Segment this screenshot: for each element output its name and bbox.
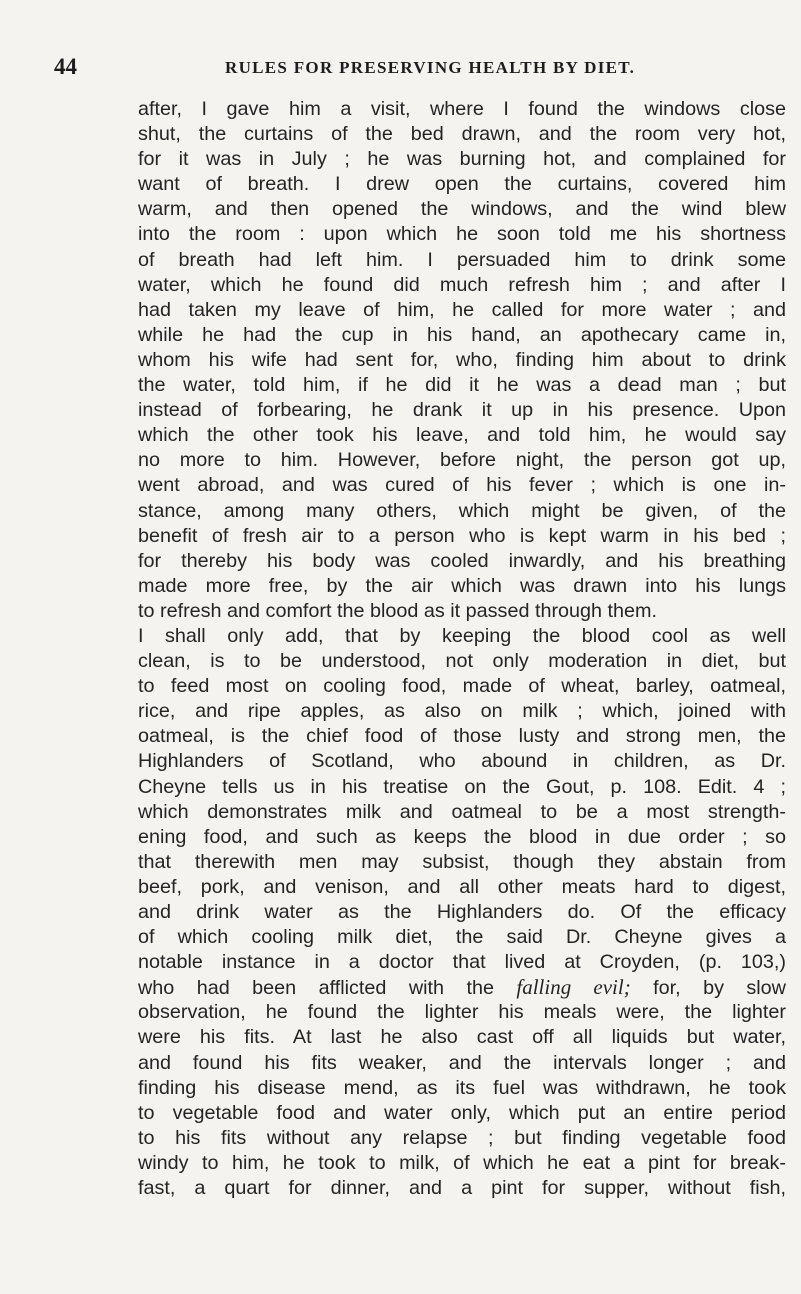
- body-text: [138, 97, 786, 1201]
- text-line: for thereby his body was cooled inwardly, and his breathing: [138, 549, 786, 572]
- text-line: I shall only add, that by keeping the blood cool as well: [138, 624, 786, 647]
- text-line: Highlanders of Scotland, who abound in children, as Dr.: [138, 750, 786, 773]
- text-fragment: who had been afflicted with the: [138, 977, 494, 1000]
- text-line: to his fits without any relapse ; but finding vegetable food: [138, 1126, 786, 1149]
- text-line: into the room : upon which he soon told me his shortness: [138, 223, 786, 246]
- text-line: want of breath. I drew open the curtains, covered him: [138, 173, 786, 196]
- text-line: oatmeal, is the chief food of those lusty and strong men, the: [138, 725, 786, 748]
- text-line: for it was in July ; he was burning hot, and complained for: [138, 148, 786, 171]
- text-line: fast, a quart for dinner, and a pint for supper, without fish,: [138, 1177, 786, 1200]
- text-line: the water, told him, if he did it he was a dead man ; but: [138, 374, 786, 397]
- text-fragment: for, by slow: [630, 977, 786, 1000]
- text-line: beef, pork, and venison, and all other meats hard to digest,: [138, 875, 786, 898]
- text-line: clean, is to be understood, not only moderation in diet, but: [138, 650, 786, 673]
- text-line: of which cooling milk diet, the said Dr. Cheyne gives a: [138, 926, 786, 949]
- text-line: instead of forbearing, he drank it up in his presence. Upon: [138, 399, 786, 422]
- running-title: RULES FOR PRESERVING HEALTH BY DIET.: [225, 58, 636, 77]
- text-line: benefit of fresh air to a person who is kept warm in his bed ;: [138, 524, 786, 547]
- text-line: which demonstrates milk and oatmeal to be a most strength-: [138, 800, 786, 823]
- text-line: had taken my leave of him, he called for more water ; and: [138, 298, 786, 321]
- text-line: to refresh and comfort the blood as it passed through them.: [138, 599, 658, 622]
- text-line: finding his disease mend, as its fuel was withdrawn, he took: [138, 1076, 786, 1099]
- italic-phrase: falling evil;: [516, 975, 631, 1000]
- text-line: stance, among many others, which might be given, of the: [138, 499, 786, 522]
- text-line: water, which he found did much refresh him ; and after I: [138, 273, 786, 296]
- text-line: shut, the curtains of the bed drawn, and the room very hot,: [138, 123, 786, 146]
- text-line: while he had the cup in his hand, an apothecary came in,: [138, 323, 786, 346]
- text-line: whom his wife had sent for, who, finding him about to drink: [138, 348, 786, 371]
- text-line: warm, and then opened the windows, and the wind blew: [138, 198, 786, 221]
- text-line: to feed most on cooling food, made of wheat, barley, oatmeal,: [138, 675, 786, 698]
- text-line: and found his fits weaker, and the intervals longer ; and: [138, 1051, 786, 1074]
- page-number: 44: [54, 54, 77, 79]
- text-line: made more free, by the air which was drawn into his lungs: [138, 574, 786, 597]
- text-line: observation, he found the lighter his meals were, the lighter: [138, 1001, 786, 1024]
- text-line: to vegetable food and water only, which put an entire period: [138, 1101, 786, 1124]
- text-line: of breath had left him. I persuaded him to drink some: [138, 248, 786, 271]
- text-line: rice, and ripe apples, as also on milk ; which, joined with: [138, 700, 786, 723]
- text-line: after, I gave him a visit, where I found the windows close: [138, 98, 786, 120]
- text-line: that therewith men may subsist, though they abstain from: [138, 850, 786, 873]
- text-line: and drink water as the Highlanders do. Of the efficacy: [138, 901, 786, 923]
- text-line: Cheyne tells us in his treatise on the Gout, p. 108. Edit. 4 ;: [138, 775, 786, 798]
- text-line: notable instance in a doctor that lived at Croyden, (p. 103,): [138, 951, 786, 974]
- text-line: windy to him, he took to milk, of which he eat a pint for break-: [138, 1151, 786, 1174]
- text-line-with-italic: [138, 975, 786, 1000]
- running-head: [54, 52, 786, 82]
- text-line: no more to him. However, before night, the person got up,: [138, 449, 786, 472]
- text-line: which the other took his leave, and told him, he would say: [138, 424, 786, 447]
- text-line: ening food, and such as keeps the blood in due order ; so: [138, 825, 786, 848]
- text-line: were his fits. At last he also cast off all liquids but water,: [138, 1026, 786, 1049]
- text-line: went abroad, and was cured of his fever ; which is one in-: [138, 474, 786, 497]
